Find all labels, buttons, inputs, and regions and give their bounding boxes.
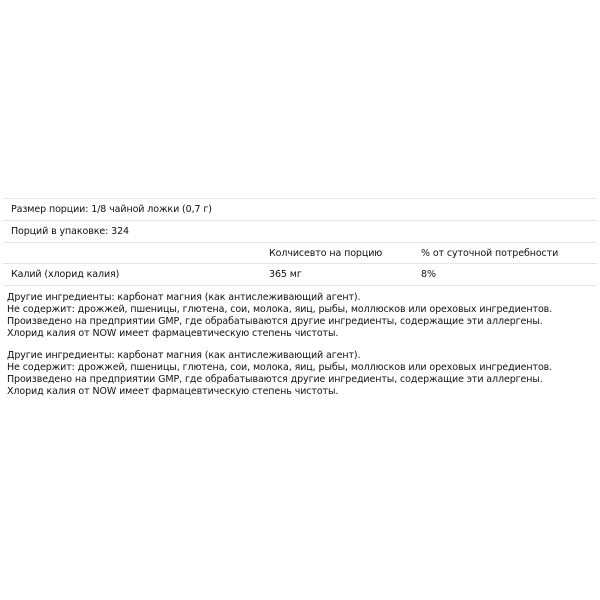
- header-amount-per-serving: Колчисевто на порцию: [261, 243, 413, 264]
- nutrient-amount: 365 мг: [261, 264, 413, 286]
- servings-per-container-row: [3, 221, 597, 243]
- serving-size-text: Размер порции: 1/8 чайной ложки (0,7 г): [3, 199, 597, 221]
- pharmaceutical-grade-line: Хлорид калия от NOW имеет фармацевтическую степень чистоты.: [7, 328, 339, 339]
- ingredients-info-block-repeat: [7, 350, 552, 398]
- other-ingredients-line: Другие ингредиенты: карбонат магния (как антислеживающий агент).: [7, 292, 361, 303]
- header-empty-cell: [3, 243, 261, 264]
- gmp-facility-line: Произведено на предприятии GMP, где обрабатываются другие ингредиенты, содержащие эти аллергены.: [7, 316, 543, 327]
- servings-per-container-text: Порций в упаковке: 324: [3, 221, 597, 243]
- ingredients-info-block: [7, 292, 552, 340]
- nutrient-name: Калий (хлорид калия): [3, 264, 261, 286]
- header-daily-value: % от суточной потребности: [413, 243, 597, 264]
- pharmaceutical-grade-line: Хлорид калия от NOW имеет фармацевтическую степень чистоты.: [7, 386, 339, 397]
- other-ingredients-line: Другие ингредиенты: карбонат магния (как антислеживающий агент).: [7, 350, 361, 361]
- gmp-facility-line: Произведено на предприятии GMP, где обрабатываются другие ингредиенты, содержащие эти аллергены.: [7, 374, 543, 385]
- allergen-free-line: Не содержит: дрожжей, пшеницы, глютена, сои, молока, яиц, рыбы, моллюсков или ореховых ингредиентов.: [7, 304, 553, 315]
- nutrient-daily-value: 8%: [413, 264, 597, 286]
- table-row: [3, 264, 597, 286]
- table-header-row: [3, 243, 597, 264]
- allergen-free-line: Не содержит: дрожжей, пшеницы, глютена, сои, молока, яиц, рыбы, моллюсков или ореховых ингредиентов.: [7, 362, 553, 373]
- serving-size-row: [3, 199, 597, 221]
- supplement-facts-table: [3, 198, 597, 286]
